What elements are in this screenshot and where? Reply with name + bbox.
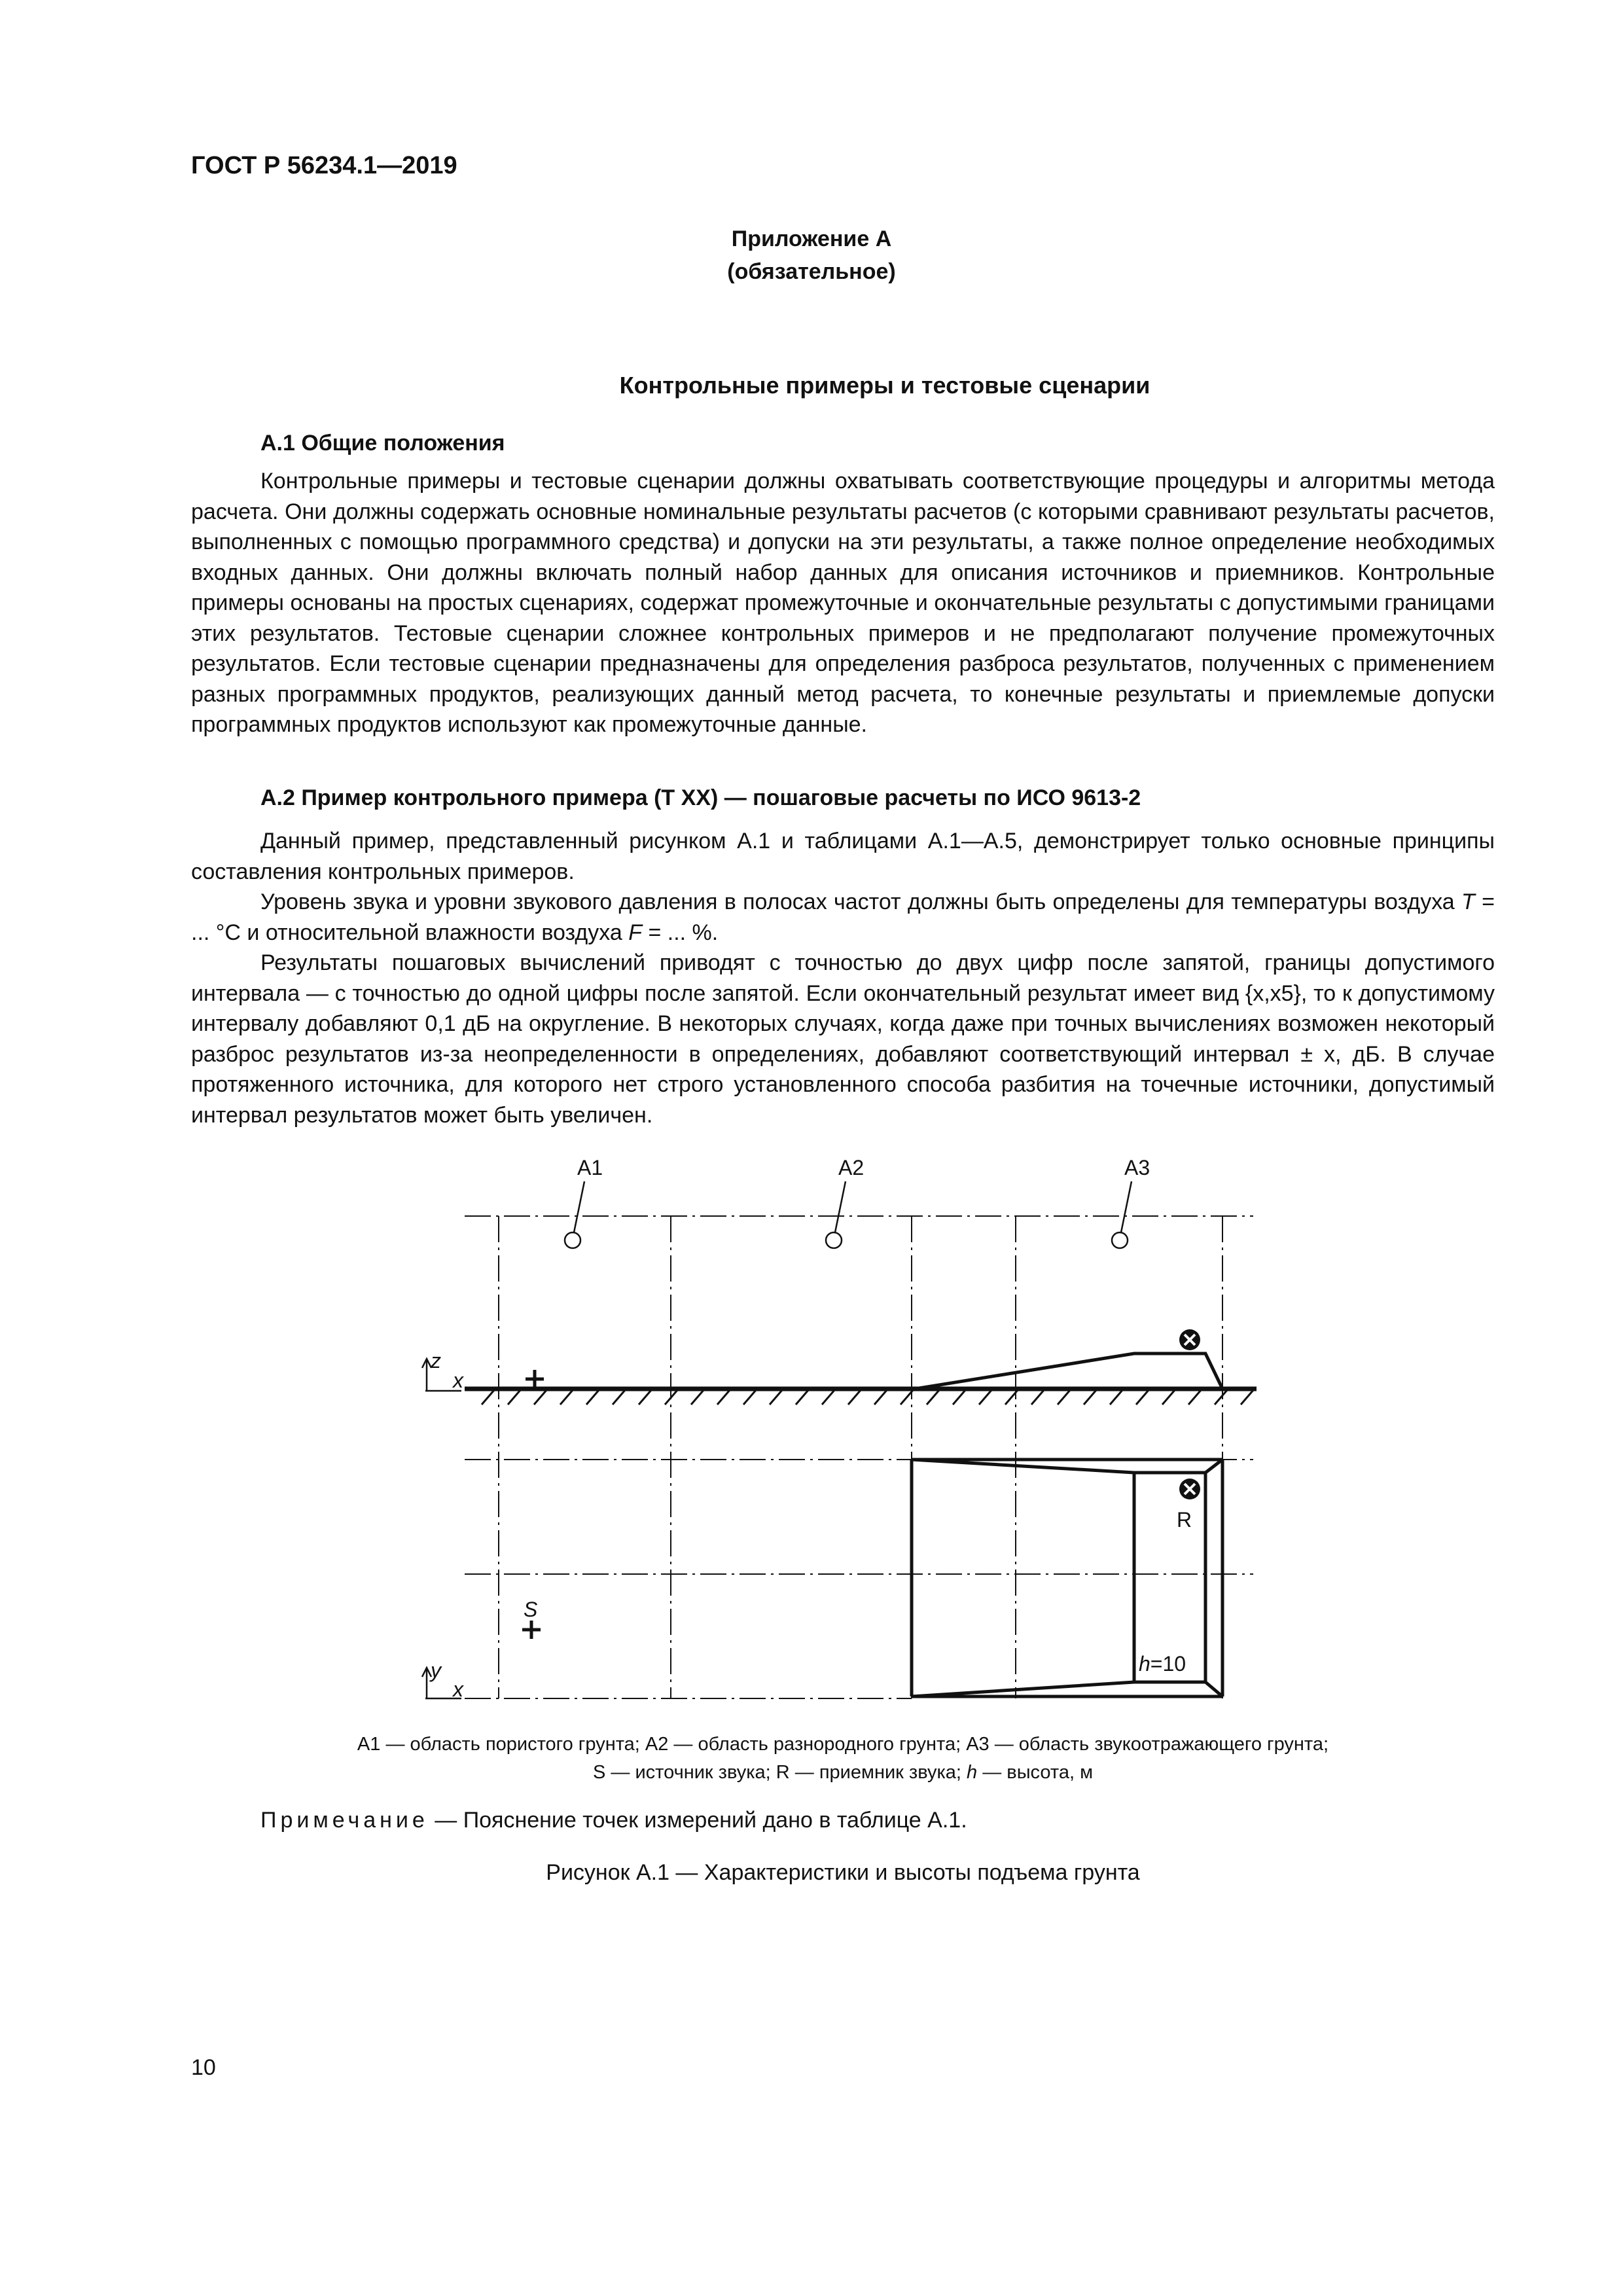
section-a2-paragraph-1: Данный пример, представленный рисунком А.1 и таблицами А.1—А.5, демонстрирует только основные принципы составления контрольных примеров. xyxy=(191,829,1495,884)
label-a2: А2 xyxy=(838,1156,865,1179)
note-text: — Пояснение точек измерений дано в таблице А.1. xyxy=(428,1808,967,1833)
embankment-profile xyxy=(915,1354,1222,1389)
legend-line-1: А1 — область пористого грунта; А2 — область разнородного грунта; А3 — область звукоотражающего грунта; xyxy=(357,1734,1329,1755)
source-icon xyxy=(526,1370,544,1388)
section-a2-paragraph-2: Уровень звука и уровни звукового давления в полосах частот должны быть определены для температуры воздуха T = ... °С и относительной влажности воздуха F = ... %. xyxy=(191,889,1495,945)
area-markers xyxy=(565,1181,1132,1248)
main-title: Контрольные примеры и тестовые сценарии xyxy=(619,372,1150,399)
figure-caption: Рисунок А.1 — Характеристики и высоты подъема грунта xyxy=(546,1860,1140,1885)
page-number: 10 xyxy=(191,2055,216,2080)
note-label: Примечание xyxy=(260,1808,429,1833)
source-plan-icon xyxy=(522,1621,541,1639)
label-axis-x-bottom: x xyxy=(453,1677,463,1701)
grid-vertical-lines xyxy=(499,1216,1222,1698)
appendix-status: (обязательное) xyxy=(727,259,896,284)
section-a1-heading: А.1 Общие положения xyxy=(260,431,505,456)
label-a3: А3 xyxy=(1124,1156,1150,1179)
ground-hatching xyxy=(482,1390,1253,1405)
label-axis-x-top: x xyxy=(453,1369,463,1392)
receiver-icon xyxy=(1179,1329,1200,1350)
label-axis-y: y xyxy=(431,1659,441,1682)
appendix-title: Приложение А xyxy=(731,226,892,251)
section-a2-paragraph-3: Результаты пошаговых вычислений приводят с точностью до двух цифр после запятой, границы допустимого интервала — с точностью до одной цифры после запятой. Если окончательный результат имеет вид {x,x5}, то к допустимому интервалу добавляют 0,1 дБ на округление. В некоторых случаях, когда даже при точных вычислениях возможен некоторый разброс результатов из-за неопределенности в определениях, добавляют соответствующий интервал ± x, дБ. В случае протяженного источника, для которого нет строго установленного способа разбития на точечные источники, допустимый интервал результатов может быть увеличен. xyxy=(191,950,1495,1128)
legend-line-2: S — источник звука; R — приемник звука; h — высота, м xyxy=(592,1762,1094,1783)
label-axis-z: z xyxy=(431,1349,441,1372)
label-a1: А1 xyxy=(577,1156,603,1179)
section-a2-heading: А.2 Пример контрольного примера (Т XX) — пошаговые расчеты по ИСО 9613-2 xyxy=(260,785,1141,810)
section-a1-paragraph: Контрольные примеры и тестовые сценарии должны охватывать соответствующие процедуры и алгоритмы метода расчета. Они должны содержать основные номинальные результаты расчетов (с которыми сравнивают результаты расчетов, выполненных с помощью программного средства) и допуски на эти результаты, а также полное определение необходимых входных данных. Они должны включать полный набор данных для описания источников и приемников. Контрольные примеры основаны на простых сценариях, содержат промежуточные и окончательные результаты с допустимыми границами этих результатов. Тестовые сценарии сложнее контрольных примеров и не предполагают получение промежуточных результатов. Если тестовые сценарии предназначены для определения разброса результатов, полученных с применением разных программных продуктов, реализующих данный метод расчета, то конечные результаты и приемлемые допуски программных продуктов используют как промежуточные данные. xyxy=(191,469,1495,737)
label-source: S xyxy=(524,1598,538,1621)
figure-legend xyxy=(191,1731,1495,1787)
figure-note xyxy=(260,1808,967,1833)
receiver-plan-icon xyxy=(1179,1479,1200,1499)
label-height: h=10 xyxy=(1139,1652,1186,1676)
document-id: ГОСТ Р 56234.1—2019 xyxy=(191,152,457,179)
label-receiver: R xyxy=(1177,1508,1192,1532)
